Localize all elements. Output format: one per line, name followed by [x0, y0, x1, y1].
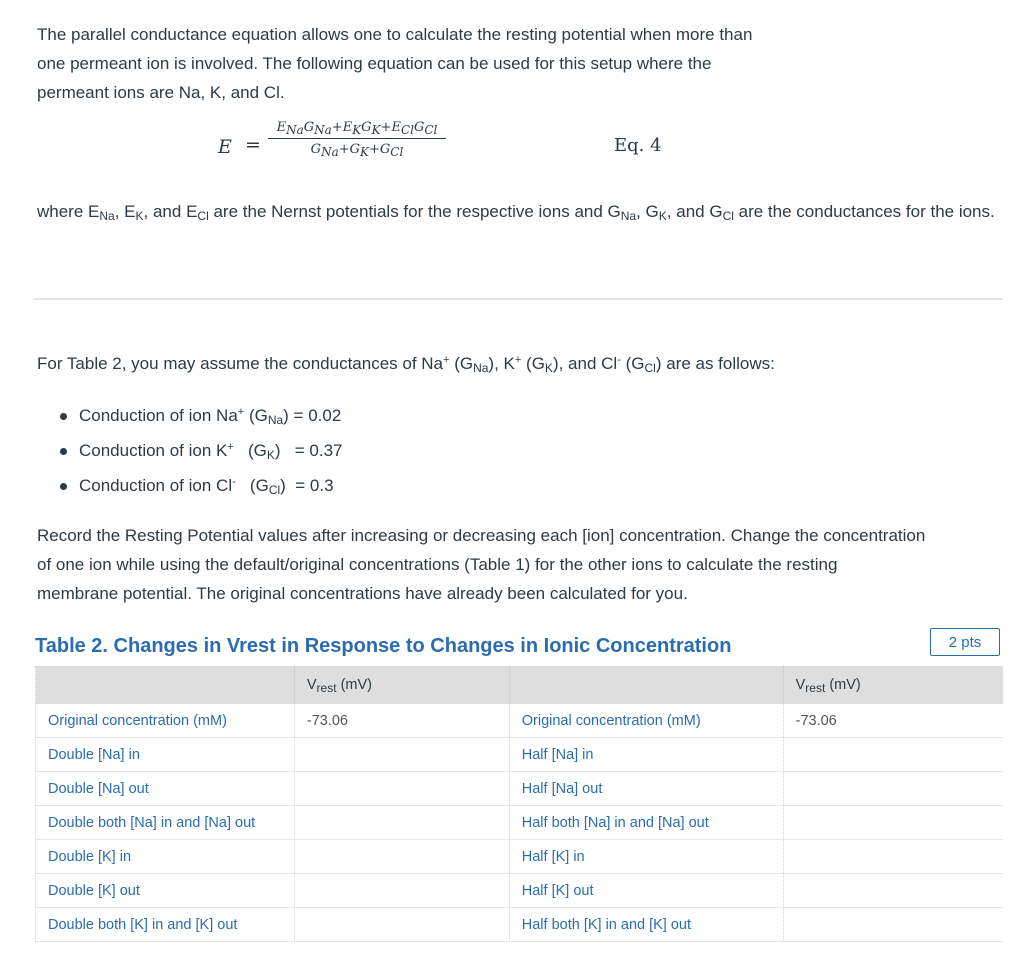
row-label: Double [Na] out: [36, 772, 295, 806]
vrest-input-cell[interactable]: [294, 840, 509, 874]
row-label: Double [K] in: [36, 840, 295, 874]
vrest-input-cell[interactable]: [783, 738, 1003, 772]
row-label: Half both [K] in and [K] out: [509, 908, 783, 942]
table-row: [36, 840, 1004, 874]
vrest-input-cell[interactable]: [783, 772, 1003, 806]
vrest-input-cell[interactable]: [294, 738, 509, 772]
table-row: [36, 806, 1004, 840]
row-label: Half [Na] in: [509, 738, 783, 772]
row-label: Original concentration (mM): [509, 704, 783, 738]
equation-label: Eq. 4: [614, 135, 662, 156]
row-label: Half [K] out: [509, 874, 783, 908]
equation-numerator: $E_{Na}G_{Na}+E_KG_K+E_{Cl}G_{Cl}$: [268, 120, 446, 139]
section-divider: [33, 298, 1003, 300]
vrest-input-cell[interactable]: [783, 806, 1003, 840]
vrest-input-cell[interactable]: [294, 806, 509, 840]
equation-fraction: [268, 120, 446, 157]
vrest-input-cell[interactable]: [294, 772, 509, 806]
intro-line-2: one permeant ion is involved. The following equation can be used for this setup where the: [37, 54, 712, 73]
equation-block: [0, 120, 1024, 180]
vrest-cell: -73.06: [294, 704, 509, 738]
vrest-input-cell[interactable]: [783, 874, 1003, 908]
table-row: [36, 908, 1004, 942]
conductance-list: [58, 400, 342, 505]
equation-lhs: E: [218, 136, 232, 158]
table-header-blank: [36, 666, 295, 704]
row-label: Double [Na] in: [36, 738, 295, 772]
instructions-paragraph: Record the Resting Potential values after increasing or decreasing each [ion] concentration. Change the concentration of one ion while using the default/original concentrations (Table 1) for the other ions to calculate the resting membrane potential. The original concentrations have already been calculated for you.: [37, 526, 926, 603]
row-label: Double both [K] in and [K] out: [36, 908, 295, 942]
table-header-row: [36, 666, 1004, 704]
table-title: Table 2. Changes in Vrest in Response to Changes in Ionic Concentration: [35, 635, 732, 657]
table-row: [36, 772, 1004, 806]
row-label: Double [K] out: [36, 874, 295, 908]
table-header-vrest: $V_{rest}$ (mV): [783, 666, 1003, 704]
vrest-input-cell[interactable]: [294, 908, 509, 942]
list-item: Conduction of ion Na+ $(G_{Na}) = 0.02$: [58, 400, 342, 435]
table-row: [36, 738, 1004, 772]
row-label: Original concentration (mM): [36, 704, 295, 738]
vrest-input-cell[interactable]: [783, 908, 1003, 942]
table-row: [36, 874, 1004, 908]
equation-denominator: $G_{Na}+G_K+G_{Cl}$: [310, 142, 404, 159]
assume-paragraph: For Table 2, you may assume the conductances of Na+ $(G_{Na})$, K+ $(G_K)$, and Cl- $(G_{Cl})$ are as follows:: [37, 354, 775, 375]
row-label: Half [K] in: [509, 840, 783, 874]
row-label: Half both [Na] in and [Na] out: [509, 806, 783, 840]
intro-line-3: permeant ions are Na, K, and Cl.: [37, 83, 285, 102]
list-item: Conduction of ion K+ $(G_K) = 0.37$: [58, 435, 342, 470]
intro-line-1: The parallel conductance equation allows one to calculate the resting potential when more than: [37, 25, 753, 44]
table-header-blank: [509, 666, 783, 704]
table-header-vrest: $V_{rest}$ (mV): [294, 666, 509, 704]
equation-equals: =: [245, 134, 261, 156]
list-item: Conduction of ion Cl- $(G_{Cl}) = 0.3$: [58, 470, 342, 505]
row-label: Double both [Na] in and [Na] out: [36, 806, 295, 840]
vrest-input-cell[interactable]: [783, 840, 1003, 874]
intro-paragraph: [37, 20, 837, 107]
vrest-input-cell[interactable]: [294, 874, 509, 908]
points-badge: 2 pts: [930, 628, 1000, 656]
vrest-cell: -73.06: [783, 704, 1003, 738]
where-paragraph: where $E_{Na}$, $E_K$, and $E_{Cl}$ are the Nernst potentials for the respective ions and $G_{Na}$, $G_K$, and $G_{Cl}$ are the conductances for the ions.: [37, 202, 995, 223]
table-row: [36, 704, 1004, 738]
row-label: Half [Na] out: [509, 772, 783, 806]
vrest-table: [35, 666, 1003, 942]
